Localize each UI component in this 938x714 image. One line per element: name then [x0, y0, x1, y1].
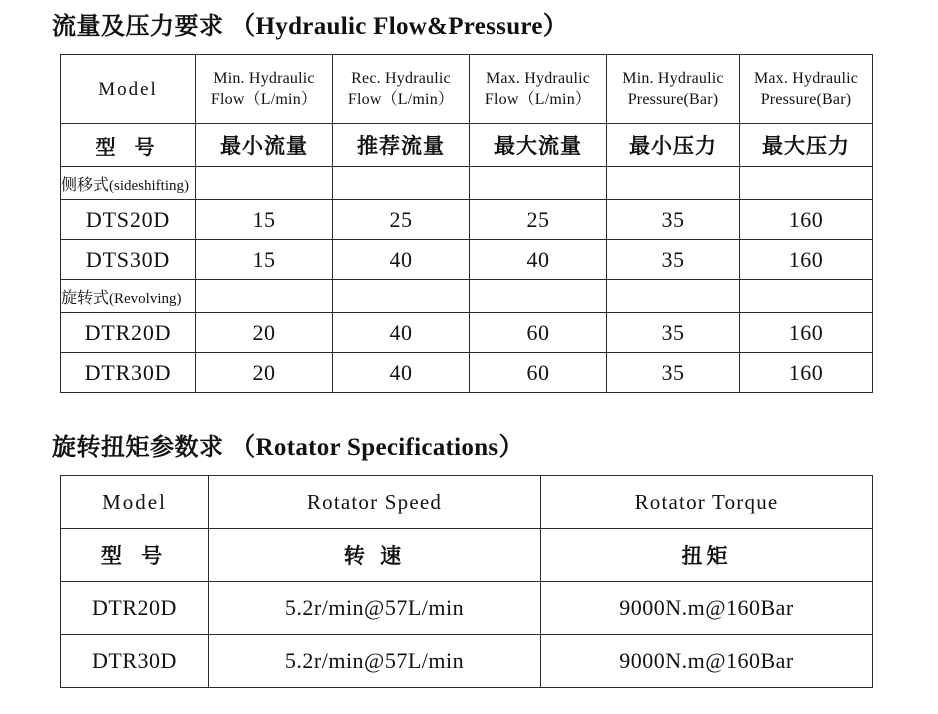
cell-max-flow: 40 [470, 240, 607, 280]
group-empty-cell [196, 280, 333, 313]
group-empty-cell [740, 167, 873, 200]
section-title-rotator-en: （Rotator Specifications） [230, 434, 524, 461]
group-empty-cell [470, 167, 607, 200]
header-model-en: Model [61, 476, 209, 529]
table-header-row-cn [61, 124, 873, 167]
table-row [61, 240, 873, 280]
header-rotator-speed-cn: 转 速 [209, 529, 541, 582]
cell-min-flow: 20 [196, 353, 333, 393]
group-empty-cell [607, 167, 740, 200]
cell-max-flow: 25 [470, 200, 607, 240]
cell-model: DTS20D [61, 200, 196, 240]
cell-max-pressure: 160 [740, 240, 873, 280]
table-group-row [61, 280, 873, 313]
header-min-flow-cn: 最小流量 [196, 124, 333, 167]
group-empty-cell [333, 167, 470, 200]
cell-max-flow: 60 [470, 353, 607, 393]
table-row [61, 582, 873, 635]
cell-rec-flow: 25 [333, 200, 470, 240]
cell-rotator-torque: 9000N.m@160Bar [541, 582, 873, 635]
group-empty-cell [740, 280, 873, 313]
table-row [61, 200, 873, 240]
group-empty-cell [196, 167, 333, 200]
cell-rec-flow: 40 [333, 353, 470, 393]
header-rotator-speed-en: Rotator Speed [209, 476, 541, 529]
cell-min-pressure: 35 [607, 200, 740, 240]
cell-model: DTR30D [61, 353, 196, 393]
table-row [61, 635, 873, 688]
cell-rec-flow: 40 [333, 240, 470, 280]
group-label-revolving-en: (Revolving) [109, 290, 182, 307]
cell-rotator-torque: 9000N.m@160Bar [541, 635, 873, 688]
group-empty-cell [333, 280, 470, 313]
rotator-specifications-table [60, 475, 873, 688]
header-rotator-torque-en: Rotator Torque [541, 476, 873, 529]
table-header-row-en [61, 476, 873, 529]
section-title-hydraulic-cn: 流量及压力要求 [52, 12, 224, 40]
group-empty-cell [607, 280, 740, 313]
table-header-row-cn [61, 529, 873, 582]
cell-min-pressure: 35 [607, 353, 740, 393]
table-row [61, 353, 873, 393]
section-title-rotator [52, 427, 938, 463]
header-model-en: Model [61, 55, 196, 124]
header-max-flow-en: Max. Hydraulic Flow（L/min） [470, 55, 607, 124]
cell-rec-flow: 40 [333, 313, 470, 353]
header-max-flow-cn: 最大流量 [470, 124, 607, 167]
section-title-hydraulic-en: （Hydraulic Flow&Pressure） [230, 13, 569, 40]
cell-max-pressure: 160 [740, 353, 873, 393]
group-label-sideshifting-en: (sideshifting) [109, 177, 190, 194]
section-spacer [0, 393, 938, 427]
header-min-pressure-cn: 最小压力 [607, 124, 740, 167]
cell-model: DTR20D [61, 313, 196, 353]
section-title-hydraulic [52, 6, 938, 42]
cell-rotator-speed: 5.2r/min@57L/min [209, 635, 541, 688]
header-model-cn: 型 号 [61, 529, 209, 582]
cell-rotator-speed: 5.2r/min@57L/min [209, 582, 541, 635]
header-max-pressure-en: Max. Hydraulic Pressure(Bar) [740, 55, 873, 124]
cell-max-pressure: 160 [740, 200, 873, 240]
hydraulic-flow-pressure-table [60, 54, 873, 393]
group-empty-cell [470, 280, 607, 313]
group-label-sideshifting-cn: 侧移式 [61, 174, 110, 194]
header-min-pressure-en: Min. Hydraulic Pressure(Bar) [607, 55, 740, 124]
cell-min-pressure: 35 [607, 313, 740, 353]
header-rec-flow-en: Rec. Hydraulic Flow（L/min） [333, 55, 470, 124]
cell-min-flow: 15 [196, 200, 333, 240]
table-header-row-en [61, 55, 873, 124]
header-rotator-torque-cn: 扭矩 [541, 529, 873, 582]
section-title-rotator-cn: 旋转扭矩参数求 [52, 433, 224, 461]
cell-min-pressure: 35 [607, 240, 740, 280]
header-max-pressure-cn: 最大压力 [740, 124, 873, 167]
group-label-revolving-cn: 旋转式 [61, 287, 110, 307]
header-model-cn: 型 号 [61, 124, 196, 167]
cell-model: DTS30D [61, 240, 196, 280]
header-min-flow-en: Min. Hydraulic Flow（L/min） [196, 55, 333, 124]
table-group-row [61, 167, 873, 200]
group-label-revolving [61, 280, 196, 313]
header-rec-flow-cn: 推荐流量 [333, 124, 470, 167]
group-label-sideshifting [61, 167, 196, 200]
cell-model: DTR30D [61, 635, 209, 688]
cell-min-flow: 20 [196, 313, 333, 353]
cell-max-flow: 60 [470, 313, 607, 353]
cell-max-pressure: 160 [740, 313, 873, 353]
cell-model: DTR20D [61, 582, 209, 635]
cell-min-flow: 15 [196, 240, 333, 280]
table-row [61, 313, 873, 353]
